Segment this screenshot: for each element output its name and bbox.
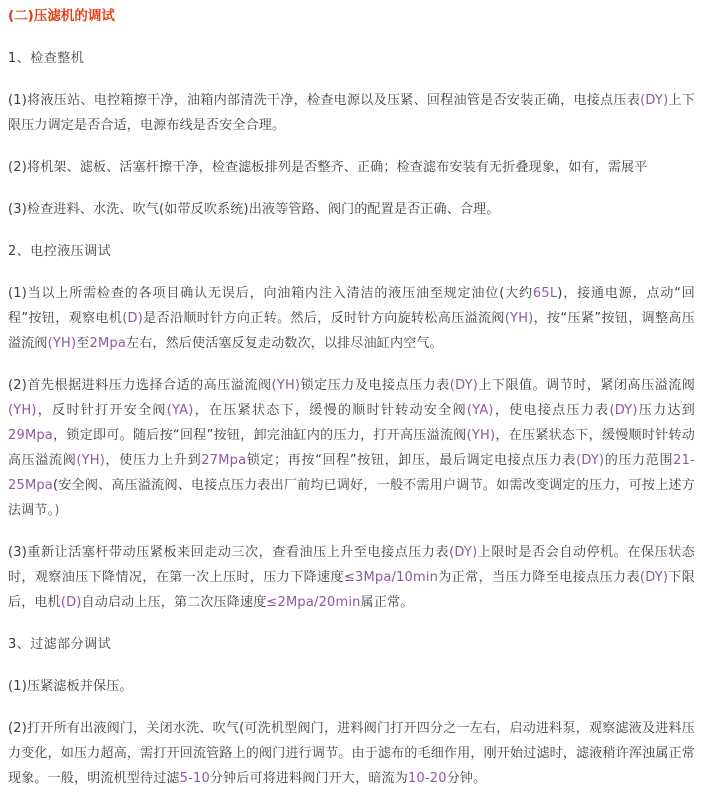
paragraph — [8, 88, 695, 138]
body-text: ，使电接点压力表 — [493, 403, 610, 418]
body-text: 至 — [76, 336, 90, 351]
body-text: 下限后，电机 — [8, 570, 695, 610]
body-text: 为正常，当压力降至电接点压力表 — [438, 570, 640, 585]
accent-text: (DY) — [449, 545, 478, 560]
body-text: ，在压紧状态下，缓慢的顺时针转动安全阀 — [193, 403, 467, 418]
accent-text: (DY) — [609, 403, 638, 418]
accent-text: (YH) — [466, 428, 496, 443]
paragraph — [8, 716, 695, 791]
body-text: ，反时针打开安全阀 — [36, 403, 167, 418]
accent-text: 2Mpa — [89, 336, 126, 351]
accent-text: 29Mpa — [8, 428, 53, 443]
accent-text: (D) — [122, 311, 144, 326]
body-text: 的压力范围 — [604, 453, 674, 468]
body-text: 左右，然后使活塞反复走动数次，以排尽油缸内空气。 — [126, 336, 443, 351]
body-text: 上限时是否会自动停机。在保压状态时，观察油压下降情况，在第一次上压时，压力下降速度 — [8, 545, 696, 585]
body-text: 分钟后可将进料阀门开大，暗流为 — [209, 771, 408, 786]
body-text: 锁定；再按“回程”按钮，卸压，最后调定电接点压力表 — [246, 453, 577, 468]
body-text: 属正常。 — [360, 595, 414, 610]
accent-text: 21-25Mpa — [8, 453, 695, 493]
accent-text: 5-10 — [179, 771, 210, 786]
body-text: 自动启动上压，第二次压降速度 — [81, 595, 267, 610]
accent-text: (DY) — [449, 378, 478, 393]
section-heading-2: 2、电控液压调试 — [8, 244, 112, 259]
page-title: (二)压滤机的调试 — [8, 8, 115, 24]
section-heading-3: 3、过滤部分调试 — [8, 637, 112, 652]
body-text: (1)压紧滤板并保压。 — [8, 679, 133, 694]
accent-text: (YA) — [166, 403, 194, 418]
accent-text: (YH) — [47, 336, 77, 351]
paragraph — [8, 155, 695, 180]
body-text: (2)首先根据进料压力选择合适的高压溢流阀 — [8, 378, 272, 393]
accent-text: 65L — [532, 286, 558, 301]
accent-text: 27Mpa — [201, 453, 247, 468]
body-text: 上下限值。调节时，紧闭高压溢流阀 — [477, 378, 696, 393]
body-text: (3)重新让活塞杆带动压紧板来回走动三次，查看油压上升至电接点压力表 — [8, 545, 450, 560]
body-text: 锁定压力及电接点压力表 — [300, 378, 450, 393]
accent-text: (YH) — [271, 378, 301, 393]
accent-text: (DY) — [639, 570, 669, 585]
body-text: (2)打开所有出液阀门，关闭水洗、吹气(可洗机型阀门，进料阀门打开四分之一左右，启动进料泵，观察滤液及进料压力变化，如压力超高，需打开回流管路上的阀门进行调节。由于滤布的毛细作用，刚开始过滤时，滤液稍许浑浊属正常现象。一般，明流机型待过滤 — [8, 721, 695, 786]
accent-text: (YH) — [8, 403, 37, 418]
body-text: (2)将机架、滤板、活塞杆擦干净，检查滤板排列是否整齐、正确；检查滤布安装有无折叠现象，如有，需展平 — [8, 160, 648, 175]
paragraph — [8, 281, 695, 356]
paragraph — [8, 373, 695, 523]
accent-text: (D) — [60, 595, 82, 610]
body-text: (1)当以上所需检查的各项目确认无误后，向油箱内注入清洁的液压油至规定油位(大约 — [8, 286, 533, 301]
body-text: ，锁定即可。随后按“回程”按钮，卸完油缸内的压力，打开高压溢流阀 — [52, 428, 467, 443]
paragraph — [8, 674, 695, 699]
body-text: 分钟。 — [446, 771, 487, 786]
section-heading-1: 1、检查整机 — [8, 51, 85, 66]
accent-text: (DY) — [576, 453, 605, 468]
body-text: ，按“压紧”按钮，调整高压溢流阀 — [8, 311, 696, 351]
accent-text: (DY) — [640, 93, 669, 108]
body-text: ，使压力上升到 — [105, 453, 202, 468]
body-text: (3)检查进料、水洗、吹气(如带反吹系统)出液等管路、阀门的配置是否正确、合理。 — [8, 202, 500, 217]
accent-text: ≤2Mpa/20min — [266, 595, 361, 610]
body-text: (1)将液压站、电控箱擦干净，油箱内部清洗干净，检查电源以及压紧、回程油管是否安装正确，电接点压表 — [8, 93, 641, 108]
body-text: 压力达到 — [637, 403, 695, 418]
accent-text: (YA) — [466, 403, 494, 418]
document-body — [8, 46, 695, 791]
body-text: ，在压紧状态下，缓慢顺时针转动高压溢流阀 — [8, 428, 695, 468]
body-text: 是否沿顺时针方向正转。然后，反时针方向旋转松高压溢流阀 — [143, 311, 505, 326]
body-text: )，接通电源，点动“回程”按钮，观察电机 — [8, 286, 695, 326]
accent-text: 10-20 — [407, 771, 447, 786]
body-text: (安全阀、高压溢流阀、电接点压力表出厂前均已调好，一般不需用户调节。如需改变调定的压力，可按上述方法调节。 — [8, 478, 695, 518]
accent-text: (YH) — [76, 453, 106, 468]
body-text: 上下限压力调定是否合适，电源布线是否安全合理。 — [8, 93, 695, 133]
accent-text: ≤3Mpa/10min — [343, 570, 439, 585]
accent-text: (YH) — [504, 311, 534, 326]
paragraph — [8, 540, 695, 615]
paragraph — [8, 197, 695, 222]
accent-text: ) — [54, 503, 60, 518]
